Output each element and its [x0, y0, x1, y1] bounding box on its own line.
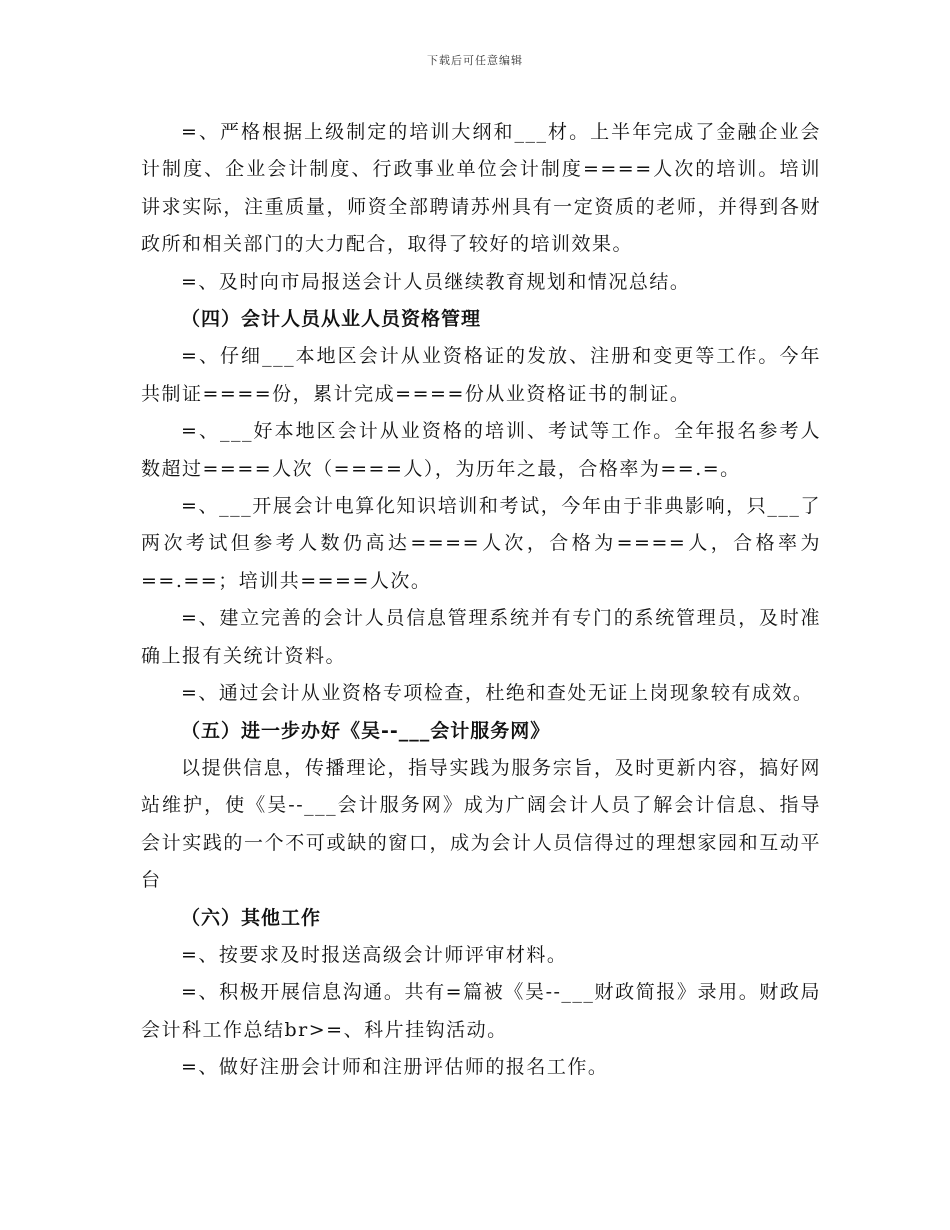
paragraph-senior-accountant: =、按要求及时报送高级会计师评审材料。: [181, 943, 568, 966]
paragraph-info-system: =、建立完善的会计人员信息管理系统并有专门的系统管理员，及时准确上报有关统计资料。: [141, 607, 821, 667]
paragraph-computerized-accounting: =、___开展会计电算化知识培训和考试，今年由于非典影响，只___了两次考试但参考人数仍高达====人次，合格为====人，合格率为==.==；培训共====人次。: [141, 495, 821, 592]
paragraph-exam-training: =、___好本地区会计从业资格的培训、考试等工作。全年报名参考人数超过====人次（====人），为历年之最，合格率为==.=。: [141, 420, 821, 480]
paragraph-certificate-issuance: =、仔细___本地区会计从业资格证的发放、注册和变更等工作。今年共制证====份，累计完成====份从业资格证书的制证。: [141, 345, 821, 405]
section-heading-5: （五）进一步办好《吴--___会计服务网》: [181, 719, 551, 742]
paragraph-training-materials: =、严格根据上级制定的培训大纲和___材。上半年完成了金融企业会计制度、企业会计制度、行政事业单位会计制度====人次的培训。培训讲求实际，注重质量，师资全部聘请苏州具有一定资质的老师，并得到各财政所和相关部门的大力配合，取得了较好的培训效果。: [141, 121, 821, 256]
paragraph-special-inspection: =、通过会计从业资格专项检查，杜绝和查处无证上岗现象较有成效。: [181, 682, 814, 705]
paragraph-report-plan: =、及时向市局报送会计人员继续教育规划和情况总结。: [181, 270, 691, 293]
section-heading-6: （六）其他工作: [181, 906, 322, 929]
section-heading-4: （四）会计人员从业人员资格管理: [181, 308, 482, 331]
paragraph-cpa-registration: =、做好注册会计师和注册评估师的报名工作。: [181, 1056, 609, 1079]
page-header: 下载后可任意编辑: [427, 54, 523, 67]
paragraph-website: 以提供信息，传播理论，指导实践为服务宗旨，及时更新内容，搞好网站维护，使《吴--___会计服务网》成为广阔会计人员了解会计信息、指导会计实践的一个不可或缺的窗口，成为会计人员信得过的理想家园和互动平台: [141, 756, 821, 892]
paragraph-info-exchange: =、积极开展信息沟通。共有=篇被《吴--___财政简报》录用。财政局会计科工作总结br>=、科片挂钩活动。: [141, 981, 821, 1041]
document-body: [141, 114, 821, 1087]
